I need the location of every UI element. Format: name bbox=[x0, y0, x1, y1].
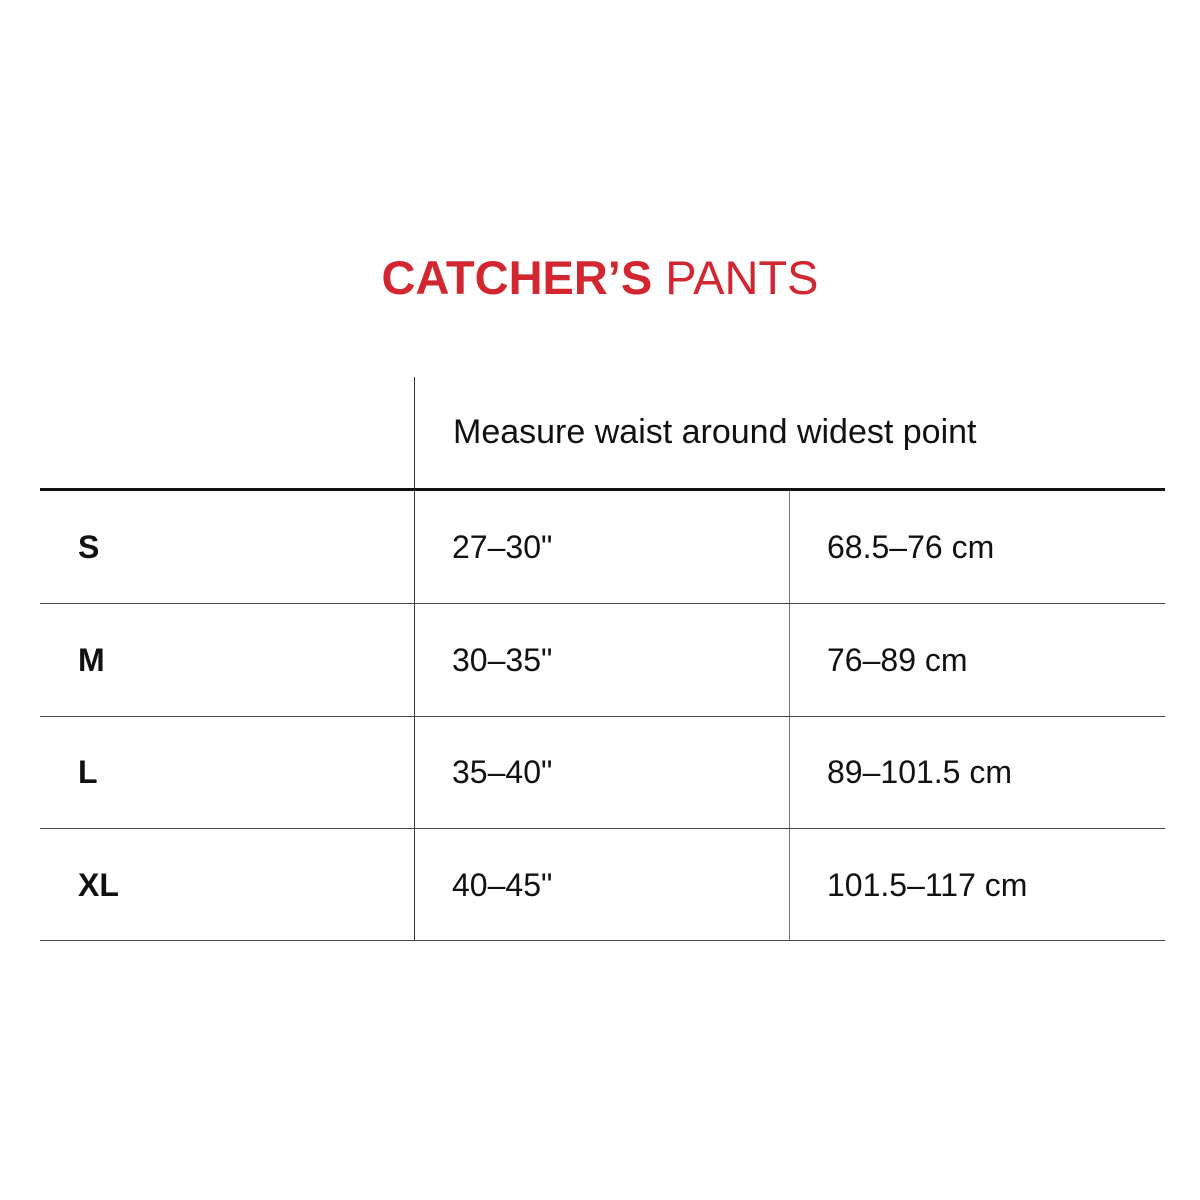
inches-value: 35–40" bbox=[452, 754, 553, 790]
cm-value: 68.5–76 cm bbox=[827, 529, 995, 565]
row-divider bbox=[40, 828, 1165, 829]
size-label: S bbox=[78, 529, 100, 565]
inches-value: 40–45" bbox=[452, 867, 553, 903]
size-label: M bbox=[78, 642, 105, 678]
size-label: XL bbox=[78, 867, 119, 903]
row-divider bbox=[40, 940, 1165, 941]
header-rule bbox=[40, 488, 1165, 491]
title-bold: CATCHER’S bbox=[381, 251, 653, 304]
column-divider bbox=[414, 377, 415, 941]
row-divider bbox=[40, 716, 1165, 717]
table-header: Measure waist around widest point bbox=[453, 413, 977, 451]
title-light: PANTS bbox=[665, 251, 819, 304]
cm-value: 101.5–117 cm bbox=[827, 867, 1028, 903]
row-divider bbox=[40, 603, 1165, 604]
inches-value: 30–35" bbox=[452, 642, 553, 678]
cm-value: 89–101.5 cm bbox=[827, 754, 1013, 790]
size-label: L bbox=[78, 754, 98, 790]
cm-value: 76–89 cm bbox=[827, 642, 968, 678]
inches-value: 27–30" bbox=[452, 529, 553, 565]
